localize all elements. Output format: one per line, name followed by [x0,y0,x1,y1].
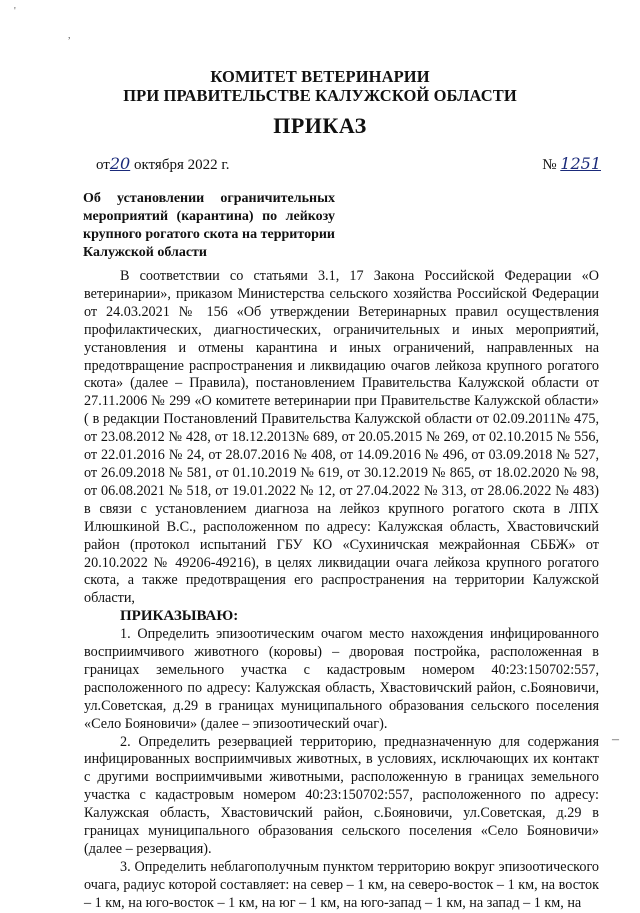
order-item-1: 1. Определить эпизоотическим очагом место нахождения инфицированного восприимчивого животного (коровы) – дворовая постройка, расположенная в границах земельного участка с кадастровым номером 40:23:150702:557, расположенного по адресу: Калужская область, Хвастовичский район, с.Бояновичи, ул.Советская, д.29 в границах муниципального образования сельского поселения «Село Бояновичи» (далее – эпизоотический очаг). [84,626,599,732]
order-item-3: 3. Определить неблагополучным пунктом территорию вокруг эпизоотического очага, радиус которой составляет: на север – 1 км, на северо-восток – 1 км, на восток – 1 км, на юго-восток – 1 км, на юг – 1 км, на юго-запад – 1 км, на запад – 1 км, на [84,858,599,911]
document-body [84,268,599,913]
order-word: ПРИКАЗЫВАЮ: [120,608,239,625]
order-number-handwritten: 1251 [560,154,601,173]
org-name-line-2: ПРИ ПРАВИТЕЛЬСТВЕ КАЛУЖСКОЙ ОБЛАСТИ [123,86,517,105]
subject-heading: Об установлении ограничительных мероприятий (карантина) по лейкозу крупного рогатого скота на территории Калужской области [83,191,335,260]
order-item-2: 2. Определить резервацией территорию, предназначенную для содержания инфицированных восприимчивых животных, в условиях, исключающих их контакт с другими восприимчивыми животными, расположенную в границах земельного участка с кадастровым номером 40:23:150702:557, расположенного по адресу: Калужская область, Хвастовичский район, с.Бояновичи, ул.Советская, д.29 в границах муниципального образования сельского поселения «Село Бояновичи» (далее – резервация). [84,733,599,857]
document-type: ПРИКАЗ [273,113,367,138]
date-prefix: от [96,157,110,173]
date-month-year: октября 2022 г. [133,157,230,173]
date-day-handwritten: 20 [109,154,131,173]
order-number [542,154,601,174]
org-name-line-1: КОМИТЕТ ВЕТЕРИНАРИИ [210,67,430,86]
scan-mark: ' [14,6,16,17]
number-sign: № [542,157,557,173]
margin-dash: – [612,732,619,747]
date-line [96,154,601,174]
preamble-paragraph: В соответствии со статьями 3.1, 17 Закона Российской Федерации «О ветеринарии», приказом Министерства сельского хозяйства Российской Федерации от 24.03.2021 № 156 «Об утверждении Ветеринарных правил осуществления профилактических, диагностических, ограничительных и иных мероприятий, установления и отмены карантина и иных ограничений, направленных на предотвращение распространения и ликвидацию очагов лейкоза крупного рогатого скота» (далее – Правила), постановлением Правительства Калужской области от 27.11.2006 № 299 «О комитете ветеринарии при Правительстве Калужской области» ( в редакции Постановлений Правительства Калужской области от 02.09.2011№ 475, от 23.08.2012 № 428, от 18.12.2013№ 689, от 20.05.2015 № 269, от 02.10.2015 № 556, от 22.01.2016 № 24, от 28.07.2016 № 408, от 14.09.2016 № 496, от 03.09.2018 № 527, от 26.09.2018 № 581, от 01.10.2019 № 619, от 30.12.2019 № 865, от 18.02.2020 № 98, от 06.08.2021 № 518, от 19.01.2022 № 12, от 27.04.2022 № 313, от 28.06.2022 № 483) в связи с установлением диагноза на лейкоз крупного рогатого скота в ЛПХ Илюшкиной В.С., расположенном по адресу: Калужская область, Хвастовичский район (протокол испытаний ГБУ КО «Сухиничская межрайонная СББЖ» от 20.10.2022 № 49206-49216), в целях ликвидации очага лейкоза крупного рогатого скота, а также предотвращения его распространения на территории Калужской области, [84,268,599,607]
scan-mark: , [68,30,71,41]
